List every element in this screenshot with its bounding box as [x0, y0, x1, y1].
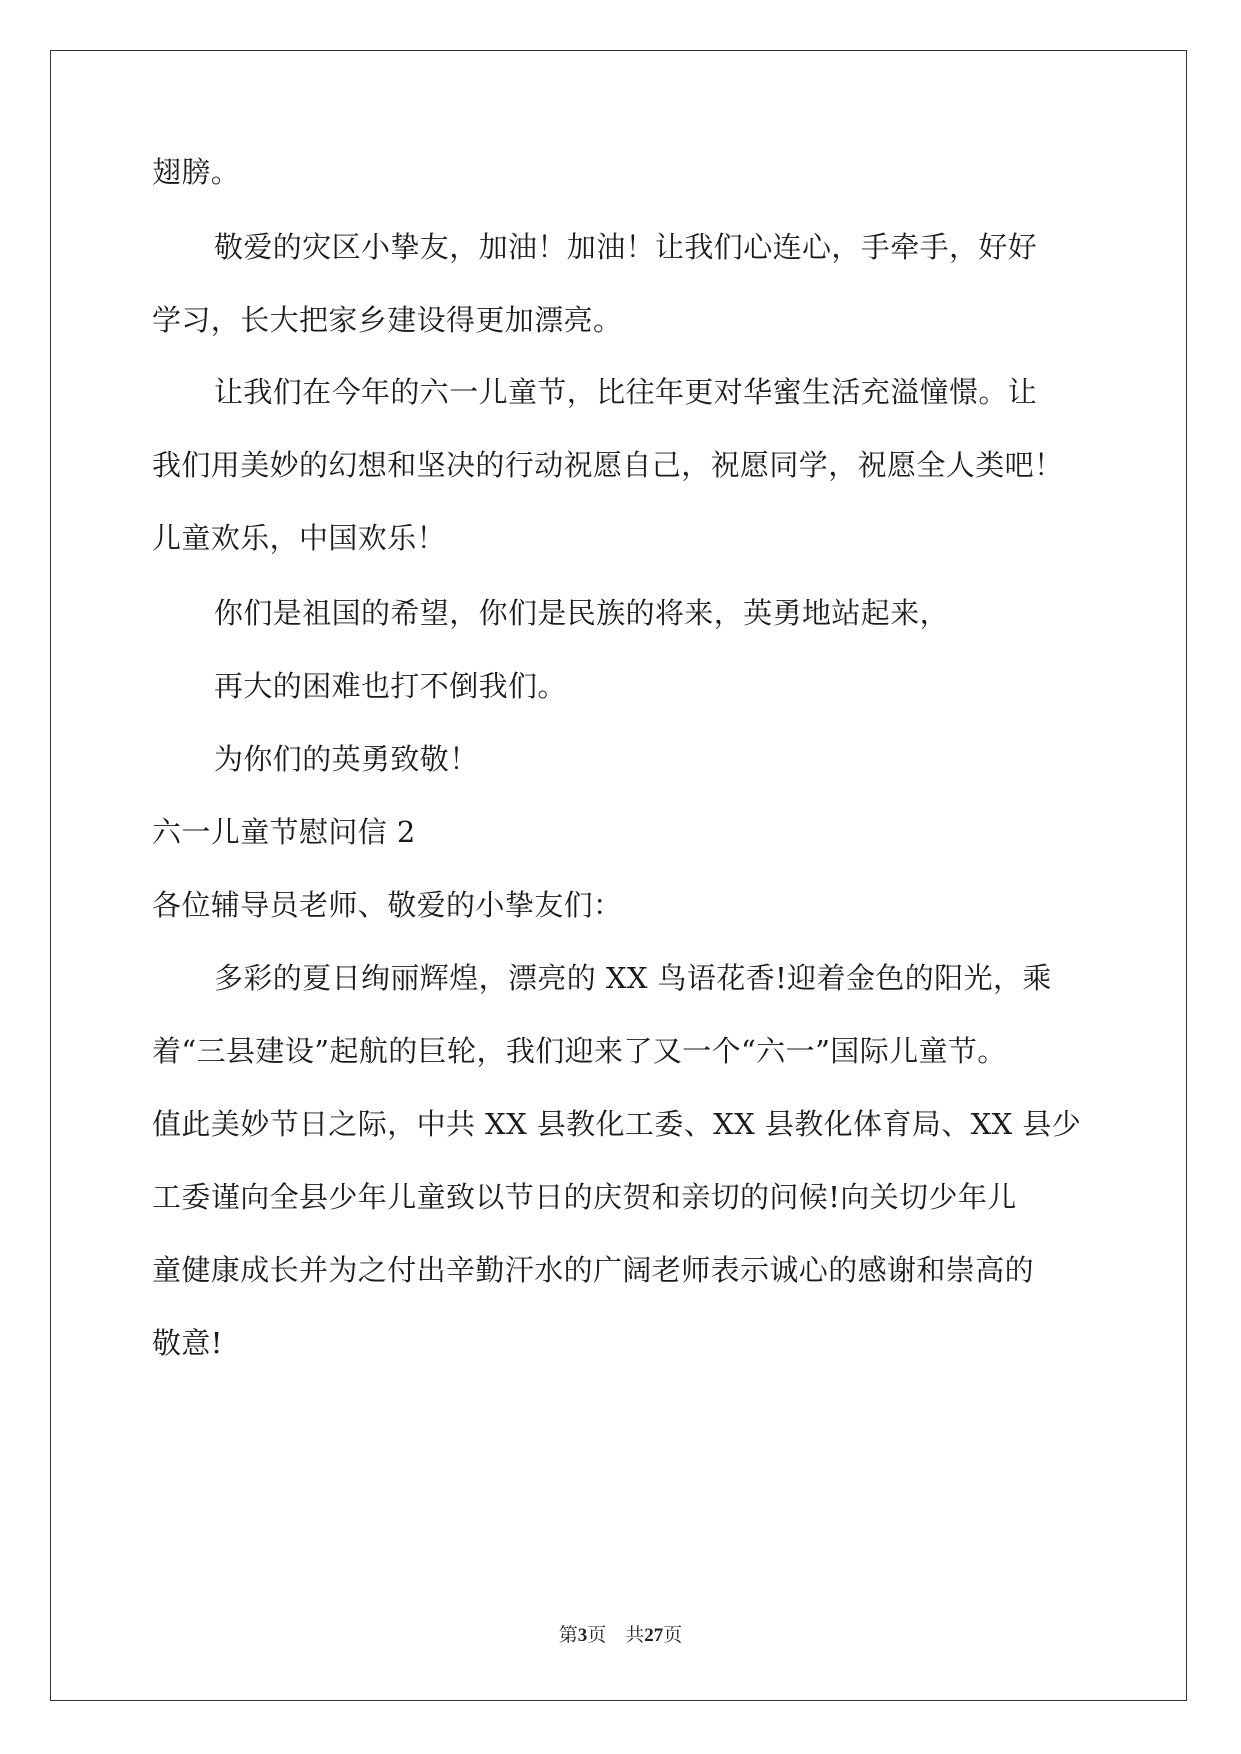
text-line: 为你们的英勇致敬！	[214, 742, 479, 776]
text-line: 着“三县建设”起航的巨轮，我们迎来了又一个“六一”国际儿童节。	[152, 1034, 1007, 1068]
text-line: 学习，长大把家乡建设得更加漂亮。	[152, 303, 623, 337]
text-line: 翅膀。	[152, 155, 241, 189]
page-border	[50, 50, 1187, 1701]
text-line: 值此美妙节日之际，中共 XX 县教化工委、XX 县教化体育局、XX 县少	[152, 1107, 1082, 1141]
text-line: 敬意!	[152, 1326, 223, 1360]
text-line: 敬爱的灾区小挚友，加油！加油！让我们心连心，手牵手，好好	[214, 230, 1038, 264]
total-pages-number: 27	[644, 1625, 664, 1646]
text-line: 工委谨向全县少年儿童致以节日的庆贺和亲切的问候!向关切少年儿	[152, 1180, 1017, 1214]
footer-suffix: 页	[663, 1624, 683, 1646]
salutation: 各位辅导员老师、敬爱的小挚友们：	[152, 888, 623, 922]
text-line: 再大的困难也打不倒我们。	[214, 669, 567, 703]
text-line: 多彩的夏日绚丽辉煌，漂亮的 XX 鸟语花香!迎着金色的阳光，乘	[214, 961, 1052, 995]
text-line: 让我们在今年的六一儿童节，比往年更对华蜜生活充溢憧憬。让	[214, 375, 1038, 409]
page-footer	[0, 1622, 1241, 1649]
footer-prefix: 第	[558, 1624, 578, 1646]
text-line: 我们用美妙的幻想和坚决的行动祝愿自己，祝愿同学，祝愿全人类吧！	[152, 448, 1064, 482]
text-line: 童健康成长并为之付出辛勤汗水的广阔老师表示诚心的感谢和崇高的	[152, 1253, 1035, 1287]
footer-mid: 页 共	[587, 1624, 645, 1646]
current-page-number: 3	[577, 1625, 588, 1646]
section-heading: 六一儿童节慰问信 2	[152, 815, 416, 849]
text-line: 你们是祖国的希望，你们是民族的将来，英勇地站起来，	[214, 596, 950, 630]
text-line: 儿童欢乐，中国欢乐！	[152, 521, 447, 555]
